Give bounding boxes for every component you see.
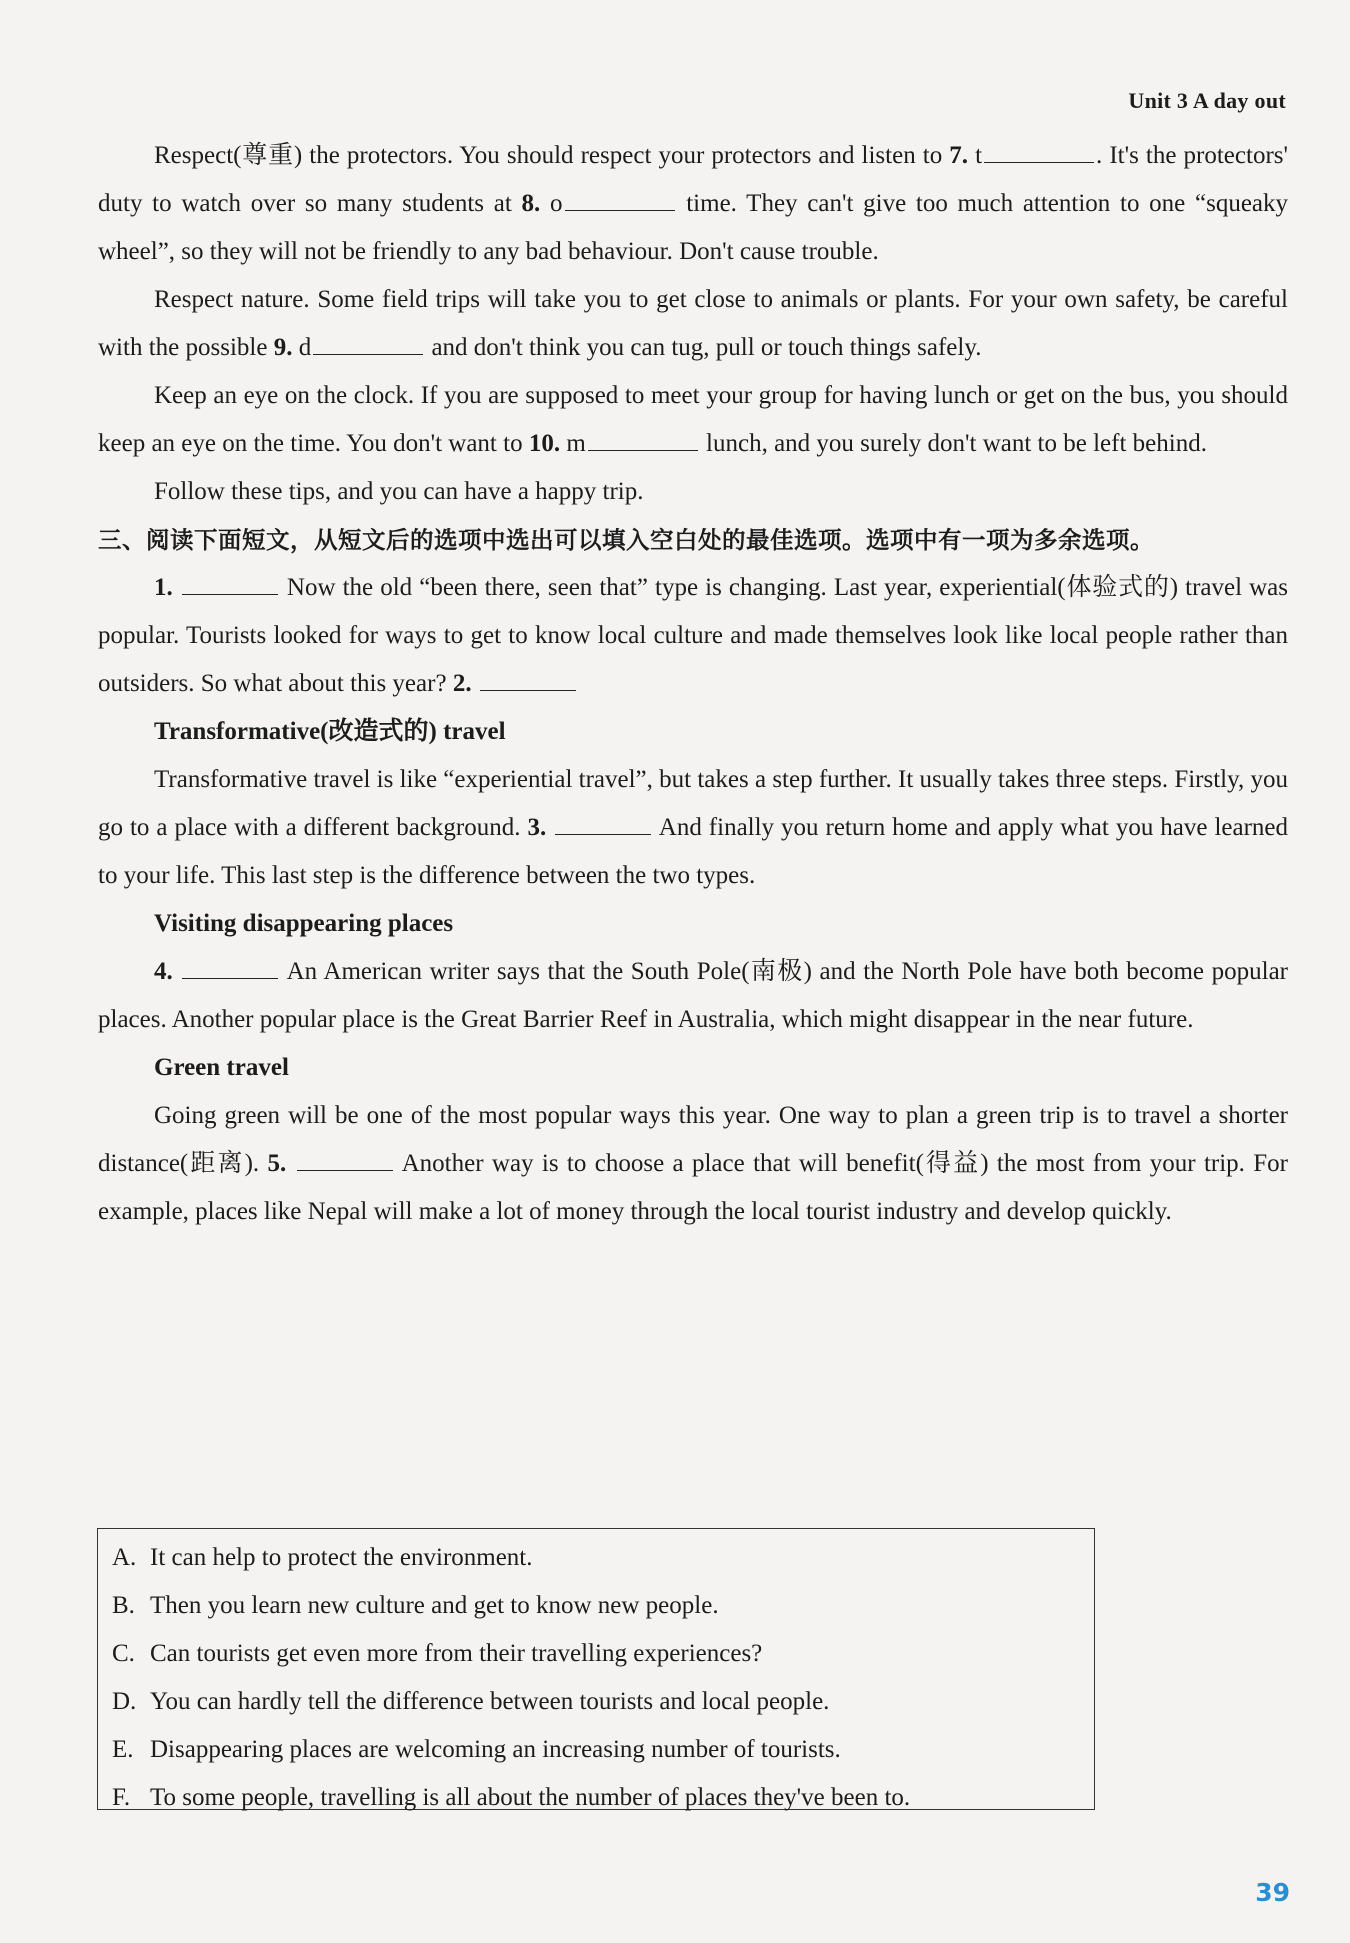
blank-q5[interactable] (297, 1146, 393, 1171)
paragraph-respect-protectors: Respect(尊重) the protectors. You should respect your protectors and listen to 7. t . It's the protectors' duty to watch over so many students at 8. o time. They can't give too much attention to one “squeaky wheel”, so they will not be friendly to any bad behaviour. Don't cause trouble. (98, 132, 1288, 276)
option-f[interactable]: F. To some people, travelling is all about the number of places they've been to. (112, 1784, 911, 1811)
section-three-instructions: 三、阅读下面短文，从短文后的选项中选出可以填入空白处的最佳选项。选项中有一项为多余选项。 (98, 526, 1154, 554)
paragraph-transformative-travel: Transformative travel is like “experiential travel”, but takes a step further. It usually takes three steps. Firstly, you go to a place with a different background. 3. And finally you return home and apply what you have learned to your life. This last step is the difference between the two types. (98, 766, 1289, 889)
paragraph-disappearing-places: 4. An American writer says that the South Pole(南极) and the North Pole have both become popular places. Another popular place is the Great Barrier Reef in Australia, which might disappear in the near future. (98, 948, 1288, 1044)
blank-q4[interactable] (182, 954, 278, 979)
option-c[interactable]: C. Can tourists get even more from their travelling experiences? (112, 1640, 763, 1667)
option-a[interactable]: A. It can help to protect the environment. (112, 1544, 533, 1571)
subheading-transformative-travel: Transformative(改造式的) travel (154, 718, 506, 745)
subheading-green-travel: Green travel (154, 1054, 289, 1081)
blank-9[interactable] (313, 330, 423, 355)
blank-q2[interactable] (480, 666, 576, 691)
blank-8[interactable] (565, 186, 675, 211)
paragraph-keep-eye-on-clock: Keep an eye on the clock. If you are supposed to meet your group for having lunch or get on the bus, you should keep an eye on the time. You don't want to 10. m lunch, and you surely don't want to be left behind. (98, 382, 1288, 457)
paragraph-respect-nature: Respect nature. Some field trips will take you to get close to animals or plants. For your own safety, be careful with the possible 9. d and don't think you can tug, pull or touch things safely. (98, 286, 1288, 361)
paragraph-green-travel: Going green will be one of the most popular ways this year. One way to plan a green trip is to travel a shorter distance(距离). 5. Another way is to choose a place that will benefit(得益) the most from your trip. For example, places like Nepal will make a lot of money through the local tourist industry and develop quickly. (98, 1102, 1288, 1225)
option-e[interactable]: E. Disappearing places are welcoming an increasing number of tourists. (112, 1736, 841, 1763)
paragraph-follow-tips: Follow these tips, and you can have a happy trip. (154, 478, 644, 505)
blank-10[interactable] (588, 426, 698, 451)
blank-q3[interactable] (555, 810, 651, 835)
page-content (98, 132, 1288, 1236)
option-b[interactable]: B. Then you learn new culture and get to know new people. (112, 1592, 719, 1619)
options-box (97, 1528, 1095, 1810)
paragraph-experiential-travel: 1. Now the old “been there, seen that” type is changing. Last year, experiential(体验式的) travel was popular. Tourists looked for ways to get to know local culture and made themselves look like local people rather than outsiders. So what about this year? 2. (98, 564, 1288, 708)
page-number: 39 (1255, 1878, 1290, 1907)
blank-7[interactable] (984, 138, 1094, 163)
unit-header: Unit 3 A day out (1128, 88, 1286, 113)
subheading-disappearing-places: Visiting disappearing places (154, 910, 454, 937)
blank-q1[interactable] (182, 570, 278, 595)
option-d[interactable]: D. You can hardly tell the difference between tourists and local people. (112, 1688, 830, 1715)
